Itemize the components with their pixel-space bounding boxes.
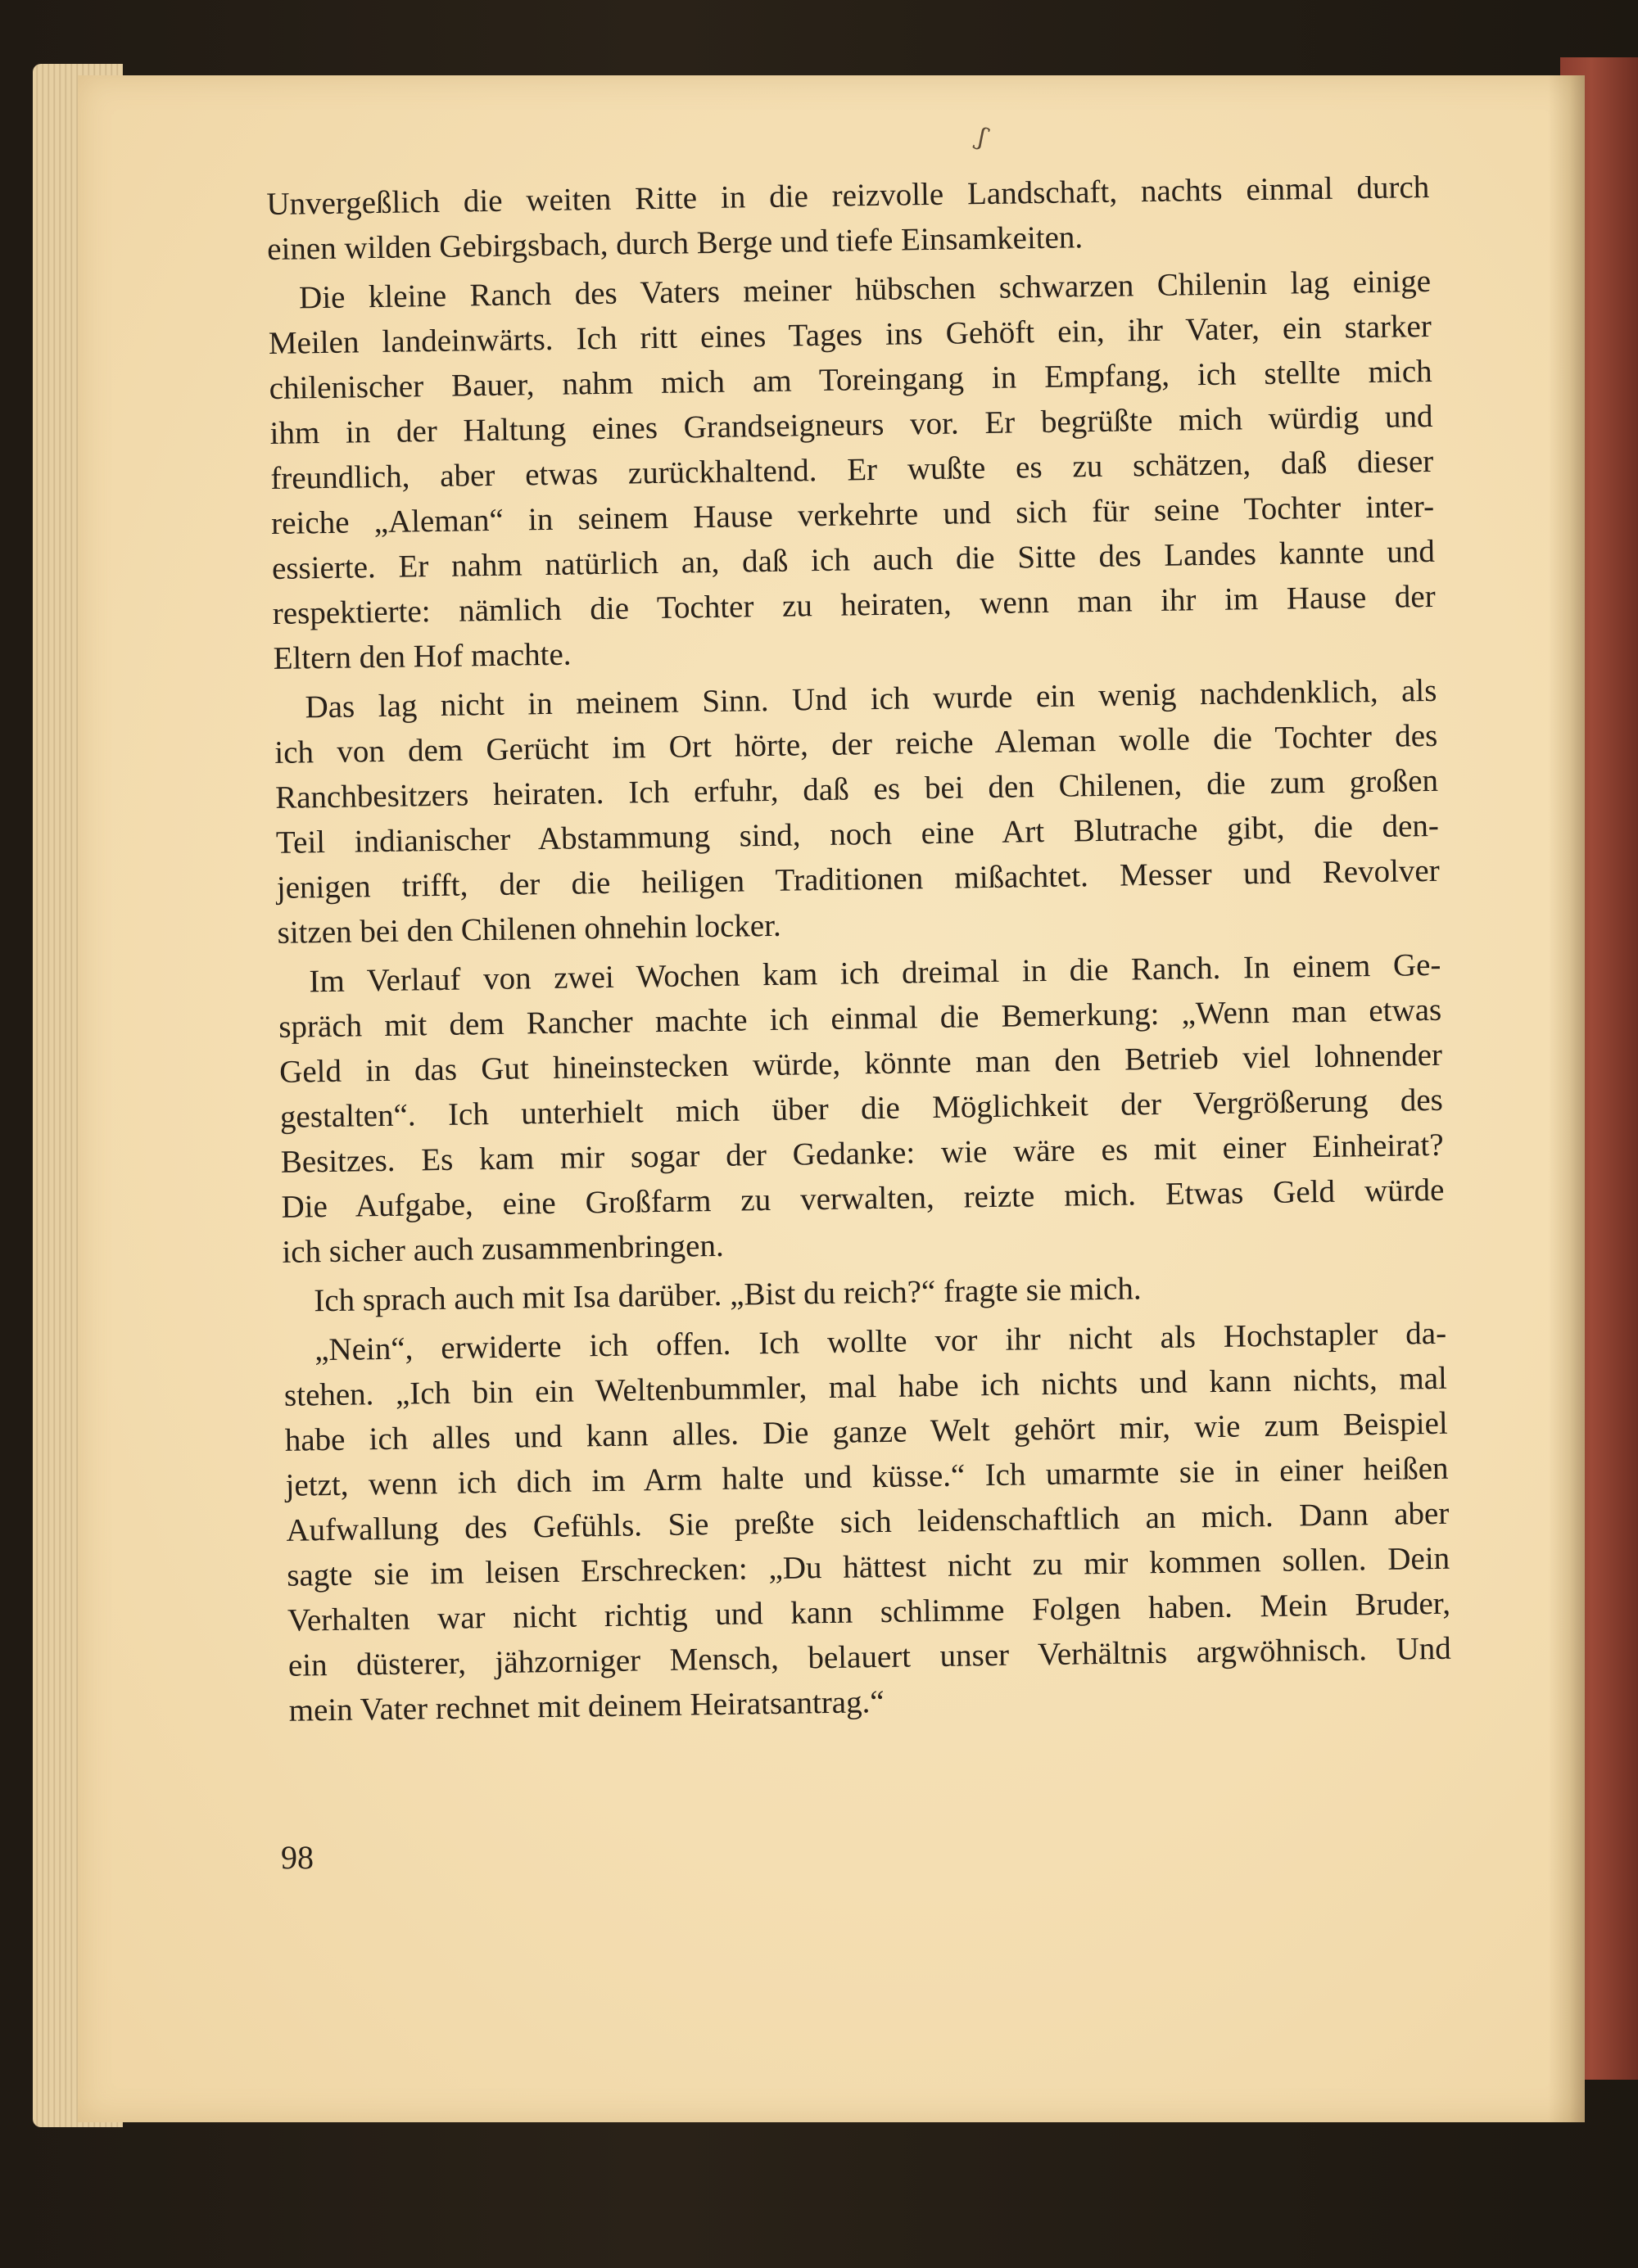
paragraph-4	[278, 942, 1446, 1275]
text-line: Unvergeßlich die weiten Ritte in die reizvolle Landschaft, nachts einmal durch	[266, 169, 1430, 222]
paragraph-3	[274, 668, 1441, 956]
text-line: Besitzes. Es kam mir sogar der Gedanke: wie wäre es mit einer Einheirat?	[280, 1127, 1444, 1180]
text-line: Meilen landeinwärts. Ich ritt eines Tages ins Gehöft ein, ihr Vater, ein starker	[268, 308, 1432, 361]
text-line: Teil indianischer Abstammung sind, noch eine Art Blutrache gibt, die den-	[275, 807, 1440, 861]
body-text	[266, 165, 1452, 1733]
text-line: Ranchbesitzers heiraten. Ich erfuhr, daß es bei den Chilenen, die zum großen	[274, 762, 1439, 815]
paragraph-2	[268, 259, 1437, 681]
text-line: Geld in das Gut hineinstecken würde, könnte man den Betrieb viel lohnender	[278, 1037, 1443, 1090]
paragraph-6	[283, 1311, 1452, 1733]
text-line: Die Aufgabe, eine Großfarm zu verwalten, reizte mich. Etwas Geld würde	[281, 1172, 1445, 1225]
text-line: ein düsterer, jähzorniger Mensch, belauert unser Verhältnis argwöhnisch. Und	[287, 1630, 1452, 1683]
text-line: mein Vater rechnet mit deinem Heiratsantrag.“	[288, 1684, 885, 1728]
page-number: 98	[281, 1839, 314, 1876]
text-line: chilenischer Bauer, nahm mich am Toreingang in Empfang, ich stellte mich	[269, 353, 1432, 406]
text-line: reiche „Aleman“ in seinem Hause verkehrte und sich für seine Tochter inter-	[270, 488, 1435, 541]
text-line: sagte sie im leisen Erschrecken: „Du hättest nicht zu mir kommen sollen. Dein	[286, 1540, 1450, 1593]
text-line: freundlich, aber etwas zurückhaltend. Er wußte es zu schätzen, daß dieser	[270, 443, 1434, 496]
text-line: sitzen bei den Chilenen ohnehin locker.	[277, 907, 782, 951]
text-line: Das lag nicht in meinem Sinn. Und ich wurde ein wenig nachdenklich, als	[305, 672, 1437, 725]
text-line: Verhalten war nicht richtig und kann schlimme Folgen haben. Mein Bruder,	[287, 1585, 1451, 1638]
text-line: Im Verlauf von zwei Wochen kam ich dreimal in die Ranch. In einem Ge-	[309, 947, 1441, 1000]
text-line: jetzt, wenn ich dich im Arm halte und küsse.“ Ich umarmte sie in einer heißen	[285, 1450, 1449, 1503]
text-line: essierte. Er nahm natürlich an, daß ich auch die Sitte des Landes kannte und	[271, 533, 1436, 586]
text-line: „Nein“, erwiderte ich offen. Ich wollte vor ihr nicht als Hochstapler da-	[314, 1315, 1447, 1368]
text-line: einen wilden Gebirgsbach, durch Berge und tiefe Einsamkeiten.	[266, 219, 1084, 267]
pencil-mark-icon: ʃ	[974, 122, 991, 152]
text-line: spräch mit dem Rancher machte ich einmal die Bemerkung: „Wenn man etwas	[278, 992, 1442, 1045]
text-line: Ich sprach auch mit Isa darüber. „Bist du reich?“ fragte sie mich.	[313, 1271, 1142, 1319]
text-line: habe ich alles und kann alles. Die ganze Welt gehört mir, wie zum Beispiel	[284, 1405, 1448, 1458]
text-line: respektierte: nämlich die Tochter zu heiraten, wenn man ihr im Hause der	[272, 578, 1436, 631]
text-line: ihm in der Haltung eines Grandseigneurs vor. Er begrüßte mich würdig und	[269, 398, 1433, 451]
text-line: jenigen trifft, der die heiligen Traditionen mißachtet. Messer und Revolver	[276, 852, 1440, 906]
text-line: ich sicher auch zusammenbringen.	[282, 1227, 724, 1270]
text-line: stehen. „Ich bin ein Weltenbummler, mal habe ich nichts und kann nichts, mal	[283, 1360, 1448, 1413]
text-line: Aufwallung des Gefühls. Sie preßte sich leidenschaftlich an mich. Dann aber	[286, 1495, 1450, 1548]
text-line: Eltern den Hof machte.	[273, 636, 572, 676]
text-line: gestalten“. Ich unterhielt mich über die Möglichkeit der Vergrößerung des	[279, 1082, 1444, 1135]
page-gutter	[1548, 75, 1585, 2122]
text-line: Die kleine Ranch des Vaters meiner hübschen schwarzen Chilenin lag einige	[298, 263, 1432, 316]
paragraph-1	[266, 165, 1430, 272]
text-line: ich von dem Gerücht im Ort hörte, der reiche Aleman wolle die Tochter des	[274, 717, 1438, 770]
